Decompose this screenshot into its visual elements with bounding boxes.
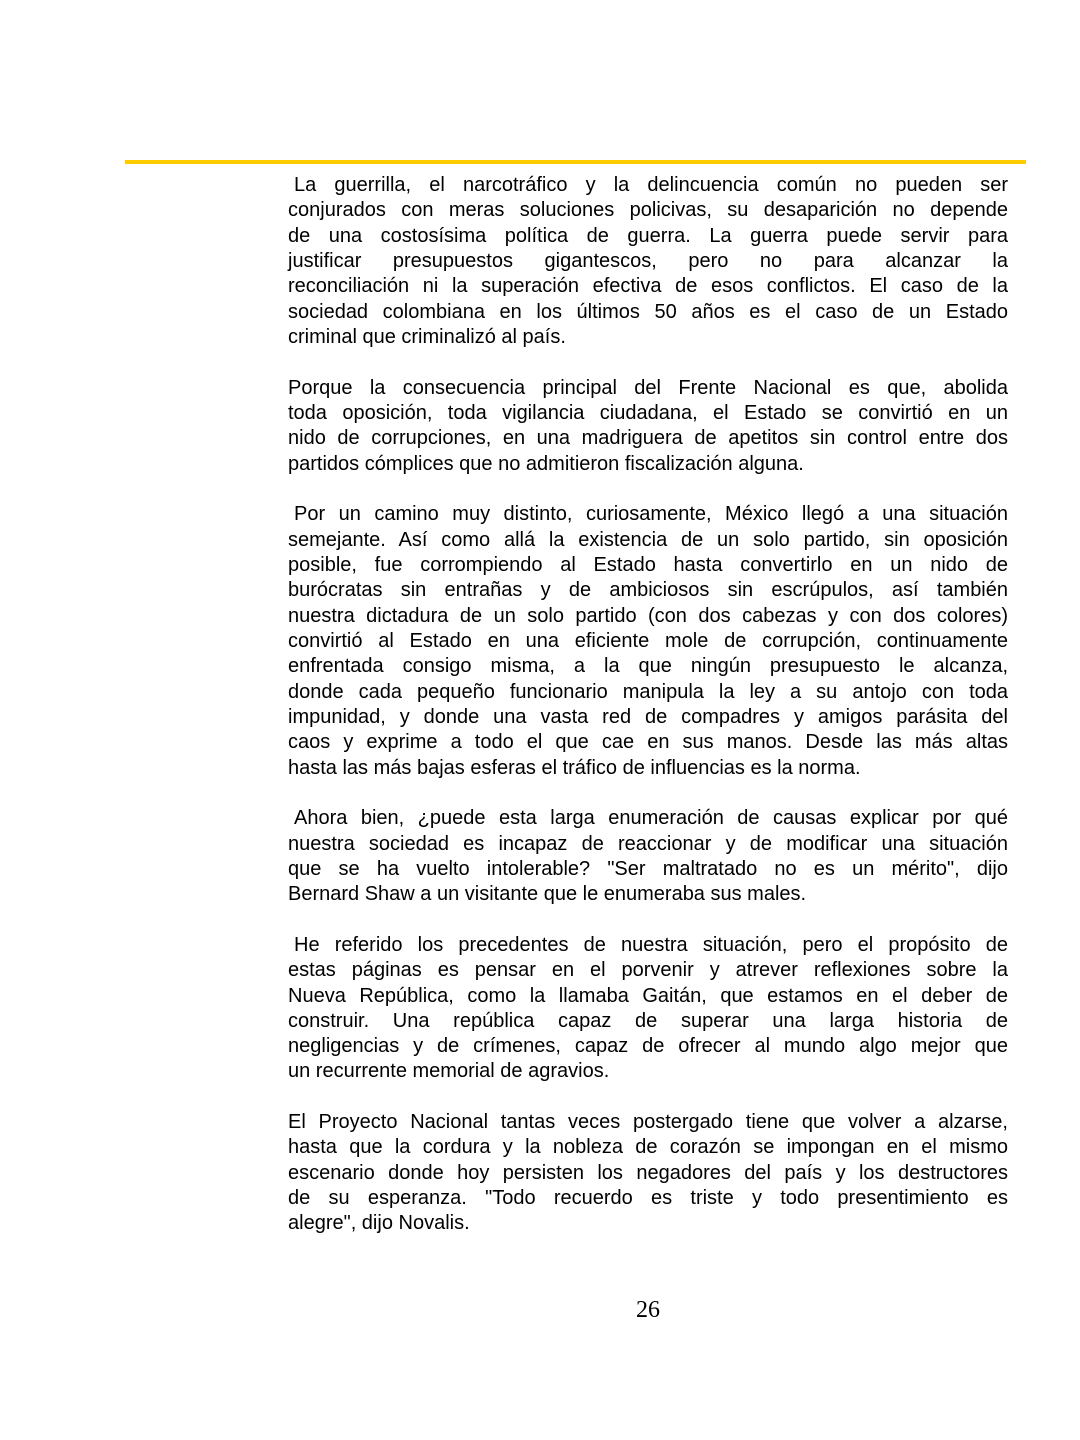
text-line: que se ha vuelto intolerable? "Ser maltratado no es un mérito", dijo: [288, 857, 1008, 880]
text-line: partidos cómplices que no admitieron fiscalización alguna.: [288, 452, 804, 475]
header-rule: [125, 160, 1026, 164]
text-line: estas páginas es pensar en el porvenir y atrever reflexiones sobre la: [288, 959, 1008, 982]
page-number: 26: [636, 1297, 660, 1323]
text-line: conjurados con meras soluciones policivas, su desaparición no depende: [288, 199, 1008, 222]
text-line: un recurrente memorial de agravios.: [288, 1060, 610, 1083]
text-line: alegre", dijo Novalis.: [288, 1212, 470, 1235]
text-line: donde cada pequeño funcionario manipula la ley a su antojo con toda: [288, 680, 1008, 703]
text-line: criminal que criminalizó al país.: [288, 325, 566, 348]
text-line: Ahora bien, ¿puede esta larga enumeración de causas explicar por qué: [294, 807, 1008, 830]
text-line: Porque la consecuencia principal del Frente Nacional es que, abolida: [288, 376, 1008, 399]
paragraph: [288, 933, 1008, 1085]
text-line: construir. Una república capaz de superar una larga historia de: [288, 1009, 1008, 1032]
text-line: impunidad, y donde una vasta red de compadres y amigos parásita del: [288, 705, 1008, 728]
text-line: Bernard Shaw a un visitante que le enumeraba sus males.: [288, 883, 807, 906]
text-line: El Proyecto Nacional tantas veces postergado tiene que volver a alzarse,: [288, 1111, 1008, 1134]
paragraph: [288, 806, 1008, 907]
text-line: de una costosísima política de guerra. La guerra puede servir para: [288, 224, 1008, 247]
body-text: [288, 173, 1008, 1262]
text-line: negligencias y de crímenes, capaz de ofrecer al mundo algo mejor que: [288, 1035, 1008, 1058]
text-line: nuestra sociedad es incapaz de reaccionar y de modificar una situación: [288, 832, 1008, 855]
text-line: semejante. Así como allá la existencia de un solo partido, sin oposición: [288, 528, 1008, 551]
text-line: caos y exprime a todo el que cae en sus manos. Desde las más altas: [288, 731, 1008, 754]
text-line: hasta las más bajas esferas el tráfico de influencias es la norma.: [288, 756, 861, 779]
text-line: convirtió al Estado en una eficiente mole de corrupción, continuamente: [288, 629, 1008, 652]
text-line: nuestra dictadura de un solo partido (con dos cabezas y con dos colores): [288, 604, 1008, 627]
text-line: hasta que la cordura y la nobleza de corazón se impongan en el mismo: [288, 1136, 1008, 1159]
text-line: Por un camino muy distinto, curiosamente, México llegó a una situación: [294, 503, 1008, 526]
text-line: justificar presupuestos gigantescos, pero no para alcanzar la: [288, 249, 1008, 272]
paragraph: [288, 1110, 1008, 1237]
text-line: posible, fue corrompiendo al Estado hasta convertirlo en un nido de: [288, 553, 1008, 576]
text-line: reconciliación ni la superación efectiva de esos conflictos. El caso de la: [288, 275, 1008, 298]
text-line: sociedad colombiana en los últimos 50 años es el caso de un Estado: [288, 300, 1008, 323]
paragraph: [288, 173, 1008, 350]
text-line: nido de corrupciones, en una madriguera de apetitos sin control entre dos: [288, 427, 1008, 450]
paragraph: [288, 376, 1008, 477]
text-line: He referido los precedentes de nuestra situación, pero el propósito de: [294, 933, 1008, 956]
text-line: Nueva República, como la llamaba Gaitán, que estamos en el deber de: [288, 984, 1008, 1007]
text-line: escenario donde hoy persisten los negadores del país y los destructores: [288, 1161, 1008, 1184]
text-line: toda oposición, toda vigilancia ciudadana, el Estado se convirtió en un: [288, 401, 1008, 424]
text-line: de su esperanza. "Todo recuerdo es triste y todo presentimiento es: [288, 1187, 1008, 1210]
paragraph: [288, 502, 1008, 781]
text-line: burócratas sin entrañas y de ambiciosos sin escrúpulos, así también: [288, 579, 1008, 602]
text-line: La guerrilla, el narcotráfico y la delincuencia común no pueden ser: [294, 174, 1008, 196]
text-line: enfrentada consigo misma, a la que ningún presupuesto le alcanza,: [288, 655, 1008, 678]
